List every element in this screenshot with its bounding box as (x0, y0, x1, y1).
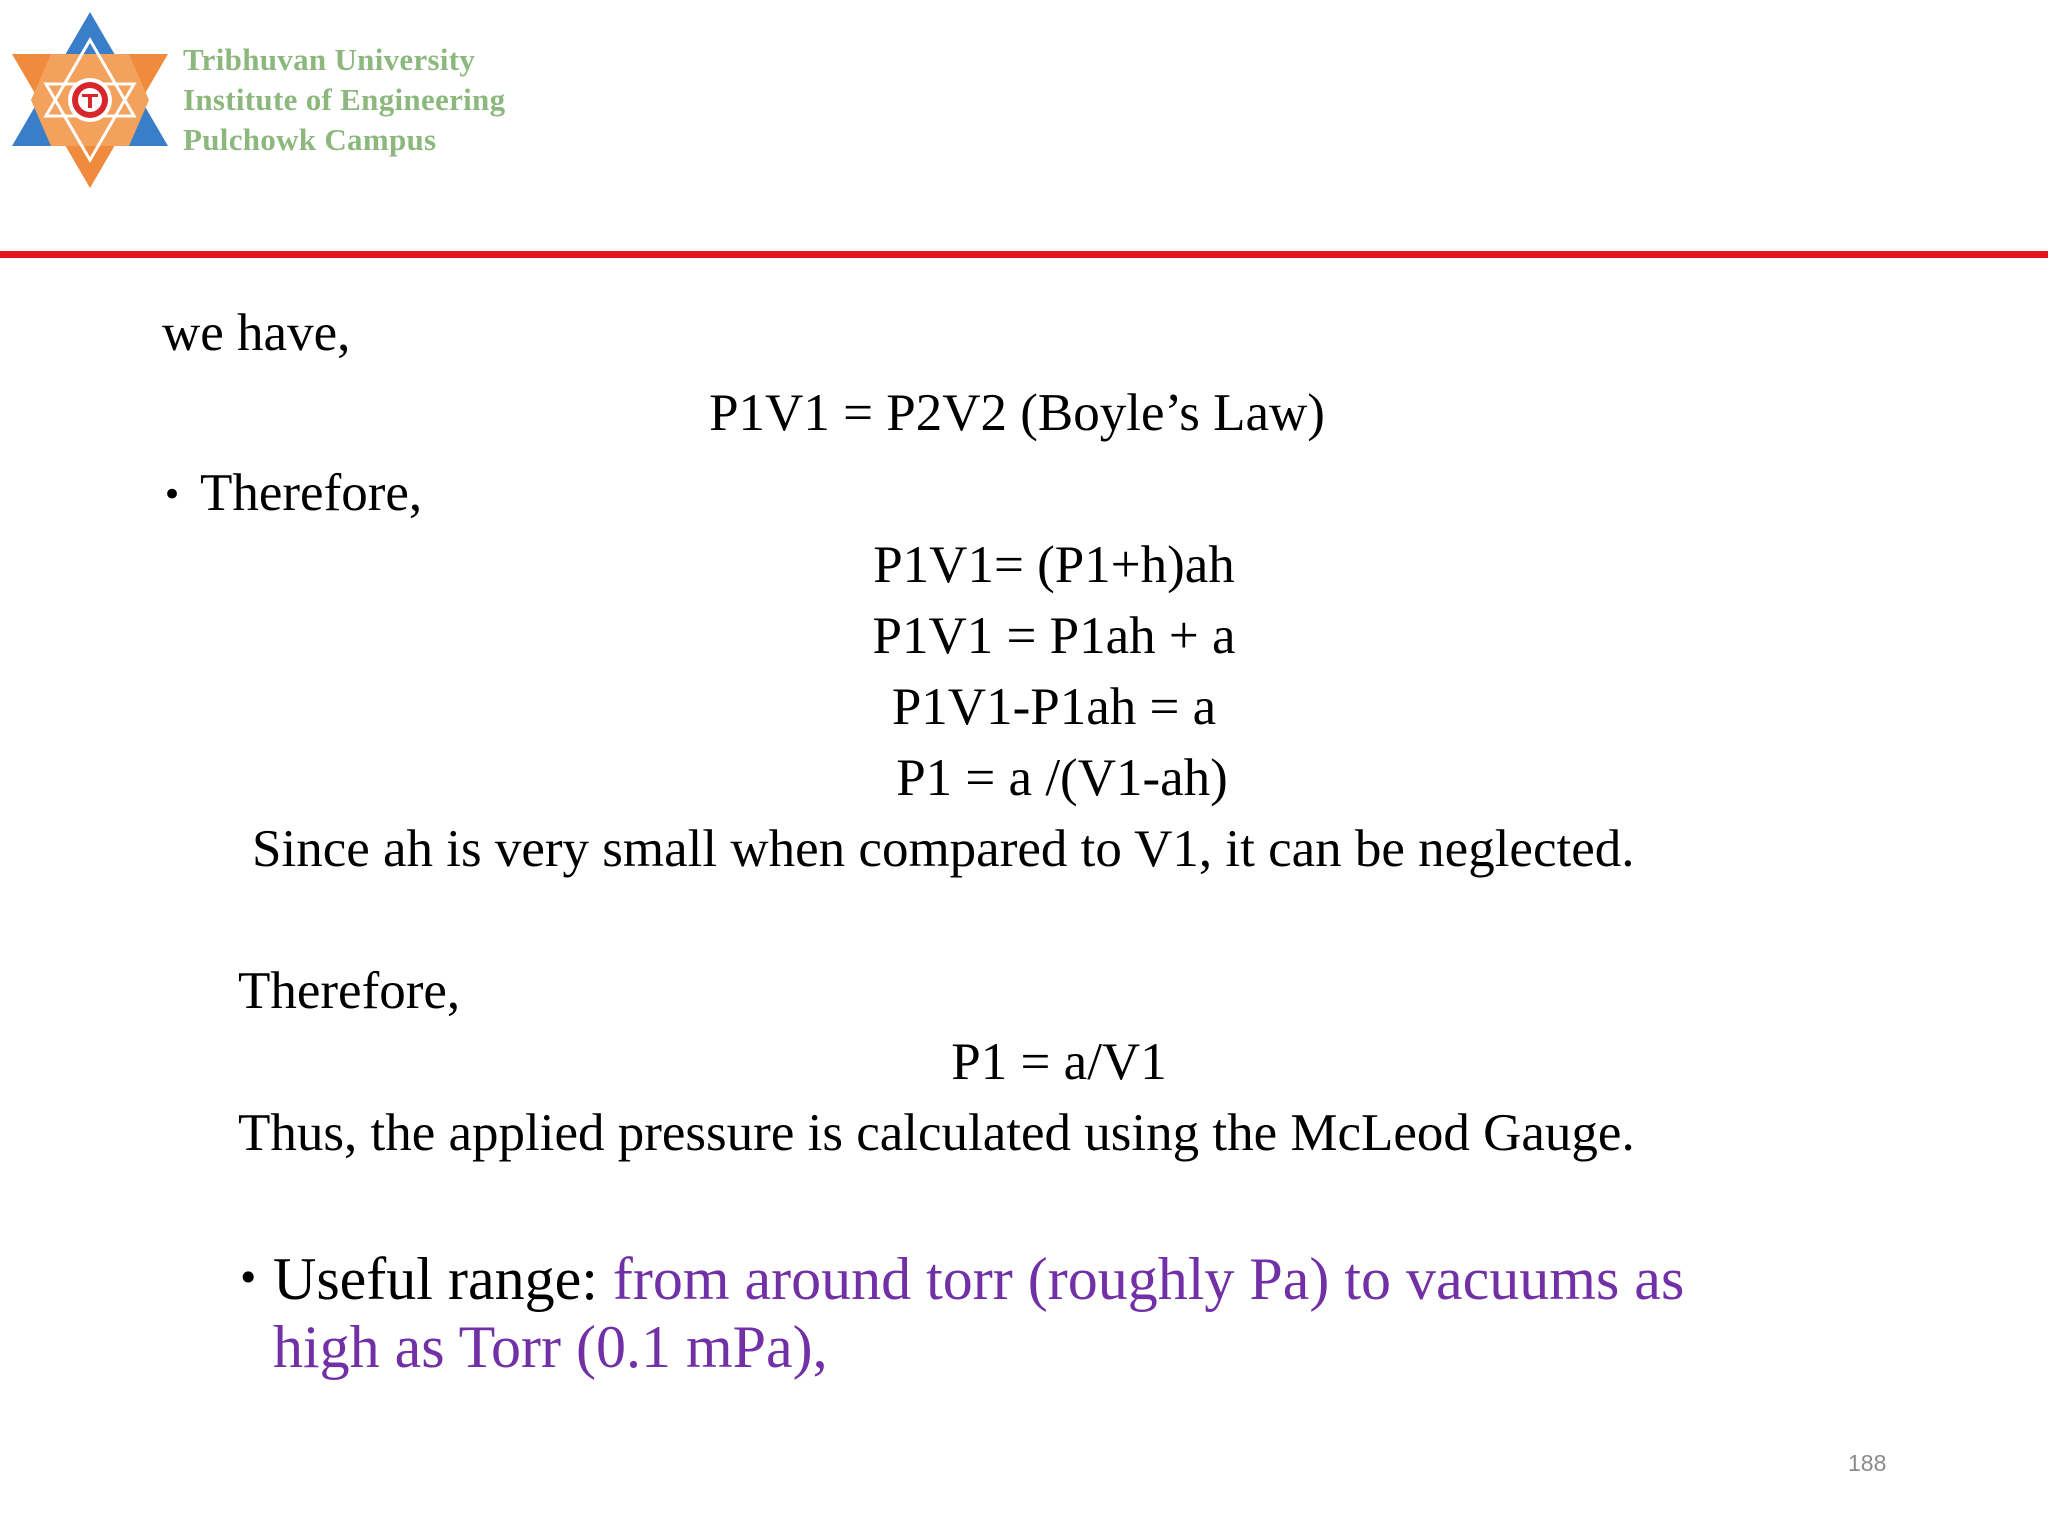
header-divider (0, 251, 2048, 258)
tribhuvan-university-emblem-icon (10, 10, 170, 190)
slide-header (0, 0, 2048, 250)
final-equation: P1 = a/V1 (951, 1033, 1167, 1091)
equation-2: P1V1 = P1ah + a (872, 607, 1236, 665)
bullet-dot: • (162, 475, 183, 515)
therefore-text-2: Therefore, (238, 962, 461, 1020)
page-number: 188 (1848, 1450, 1887, 1476)
useful-range-line-2: high as Torr (0.1 mPa), (273, 1314, 828, 1380)
useful-range-line-1 (273, 1245, 1684, 1313)
institution-name (183, 40, 505, 160)
useful-range (273, 1245, 1684, 1381)
equation-4: P1 = a /(V1-ah) (896, 749, 1228, 807)
institution-line-campus: Pulchowk Campus (183, 122, 437, 157)
intro-text: we have, (162, 304, 351, 362)
equation-3: P1V1-P1ah = a (891, 678, 1217, 736)
useful-range-value: from around torr (roughly Pa) to vacuums as (612, 1246, 1685, 1312)
institution-line-university: Tribhuvan University (183, 42, 476, 77)
therefore-text-1: Therefore, (200, 464, 423, 522)
equation-1: P1V1= (P1+h)ah (873, 536, 1235, 594)
university-logo (10, 10, 170, 190)
useful-range-label: Useful range: (273, 1246, 613, 1312)
neglect-note: Since ah is very small when compared to V1, it can be neglected. (252, 820, 1635, 878)
bullet-dot-range: • (237, 1256, 260, 1300)
boyles-law-equation: P1V1 = P2V2 (Boyle’s Law) (709, 384, 1325, 442)
conclusion-text: Thus, the applied pressure is calculated using the McLeod Gauge. (238, 1104, 1635, 1162)
institution-line-institute: Institute of Engineering (183, 82, 506, 117)
